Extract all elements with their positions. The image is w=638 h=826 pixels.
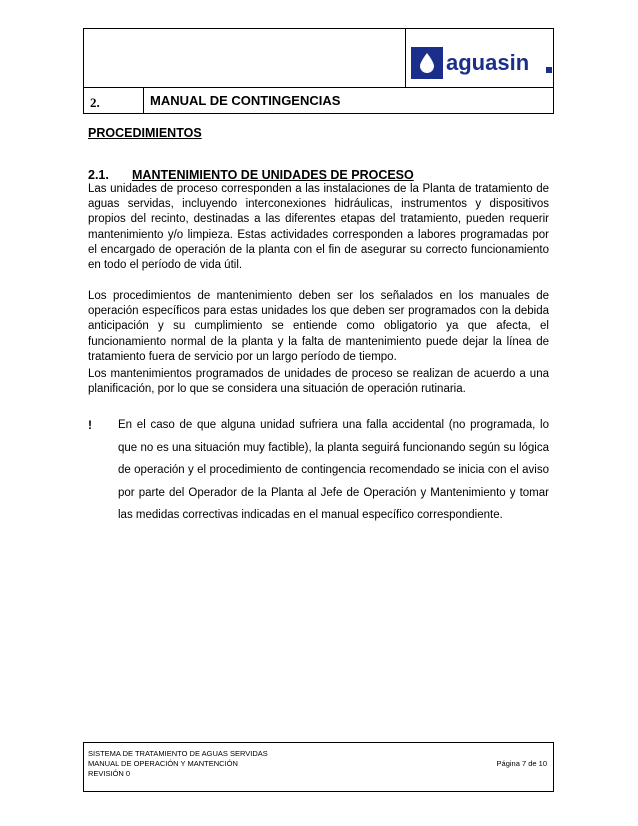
water-drop-icon: [420, 53, 434, 73]
procedures-heading: PROCEDIMIENTOS: [88, 126, 202, 140]
header-top-row: [84, 29, 553, 88]
footer-manual-name: MANUAL DE OPERACIÓN Y MANTENCIÓN: [88, 759, 238, 768]
subsection-title: MANTENIMIENTO DE UNIDADES DE PROCESO: [132, 168, 414, 182]
footer-revision: REVISIÓN 0: [88, 769, 131, 778]
section-title: MANUAL DE CONTINGENCIAS: [150, 93, 341, 108]
logo-trademark: [546, 67, 552, 73]
paragraph-2: Los procedimientos de mantenimiento deben ser los señalados en los manuales de operación específicos para estas unidades los que deben ser programados con la debida anticipación y su cumplimiento se entiende como obligatorio ya que afecta, el funcionamiento normal de la planta y la falta de mantenimiento puede dejar la línea de tratamiento fuera de servicio por un largo período de tiempo.: [88, 290, 549, 363]
section-number-cell: [84, 87, 144, 114]
footer-system-name: SISTEMA DE TRATAMIENTO DE AGUAS SERVIDAS: [88, 749, 268, 758]
page-number: Página 7 de 10: [496, 759, 547, 768]
section-number: 2.: [90, 95, 100, 110]
subsection-number: 2.1.: [88, 168, 109, 182]
paragraph-3: Los mantenimientos programados de unidades de proceso se realizan de acuerdo a una planificación, por lo que se considera una situación de operación rutinaria.: [88, 368, 549, 396]
paragraph-1: Las unidades de proceso corresponden a las instalaciones de la Planta de tratamiento de aguas servidas, incluyendo interconexiones hidráulicas, instrumentos y dispositivos propios del recinto, destinadas a las diferentes etapas del tratamiento, pueden requerir mantenimiento y/o limpieza. Estas actividades corresponden a labores programadas por el encargado de operación de la planta con el fin de asegurar su correcto funcionamiento en todo el período de vida útil.: [88, 183, 549, 272]
document-footer: [83, 742, 554, 792]
logo-wordmark: aguasin: [446, 50, 530, 75]
header-bottom-row: [84, 87, 553, 114]
bullet-paragraph: En el caso de que alguna unidad sufriera una falla accidental (no programada, lo que no es una situación muy factible), la planta seguirá funcionando según su lógica de operación y el procedimiento de contingencia recomendado se inicia con el aviso por parte del Operador de la Planta al Jefe de Operación y Mantenimiento y tomar las medidas correctivas indicadas en el manual específico correspondiente.: [118, 419, 549, 521]
bullet-marker: !: [88, 418, 92, 432]
document-header: [83, 28, 554, 114]
company-logo: [405, 29, 555, 87]
